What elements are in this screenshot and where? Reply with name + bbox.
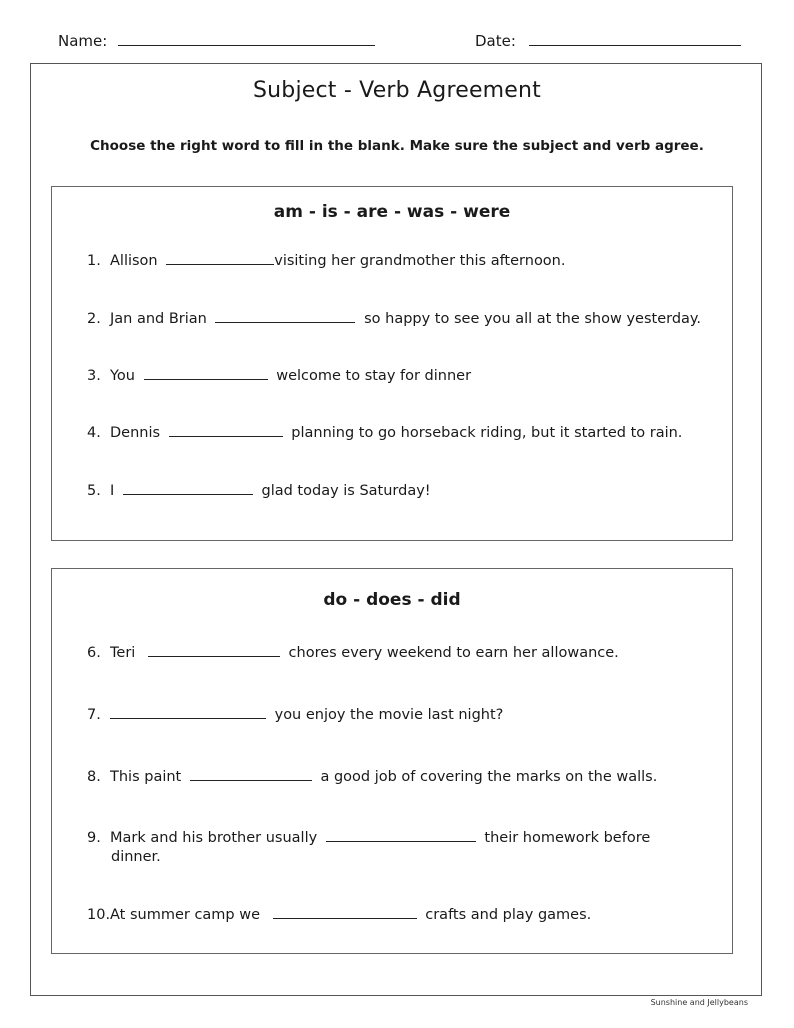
word-bank-1: am - is - are - was - were (273, 202, 511, 222)
question-number: 2. (87, 311, 101, 327)
question-text-after: chores every weekend to earn her allowance. (288, 645, 619, 661)
name-field (58, 31, 375, 50)
question-text-before: Allison (110, 253, 158, 269)
section-2 (51, 568, 733, 954)
answer-blank[interactable] (144, 365, 268, 380)
question-text-before: Teri (110, 645, 136, 661)
answer-blank[interactable] (326, 827, 476, 842)
question-text-after: planning to go horseback riding, but it started to rain. (291, 425, 683, 441)
answer-blank[interactable] (166, 250, 274, 265)
name-label: Name: (58, 32, 108, 50)
question-text-before: At summer camp we (110, 907, 261, 923)
question-text-after: so happy to see you all at the show yesterday. (364, 311, 702, 327)
question-6 (87, 642, 619, 663)
answer-blank[interactable] (215, 308, 355, 323)
question-10 (87, 904, 591, 925)
question-9-continuation: dinner. (111, 849, 161, 865)
date-field (475, 31, 741, 50)
question-text-after: glad today is Saturday! (261, 483, 431, 499)
question-3 (87, 365, 471, 386)
word-bank-2: do - does - did (323, 590, 461, 610)
question-text-after: visiting her grandmother this afternoon. (274, 253, 566, 269)
question-7 (87, 704, 503, 725)
question-text-after: a good job of covering the marks on the walls. (320, 769, 658, 785)
answer-blank[interactable] (148, 642, 280, 657)
question-8 (87, 766, 657, 787)
question-text-before: Mark and his brother usually (110, 830, 318, 846)
answer-blank[interactable] (110, 704, 266, 719)
worksheet-title: Subject - Verb Agreement (252, 78, 542, 103)
credit-text: Sunshine and Jellybeans (650, 998, 748, 1007)
question-text-before: This paint (110, 769, 182, 785)
question-text-after: welcome to stay for dinner (276, 368, 472, 384)
date-label: Date: (475, 32, 516, 50)
question-number: 10. (87, 907, 111, 923)
question-4 (87, 422, 682, 443)
answer-blank[interactable] (123, 480, 253, 495)
question-2 (87, 308, 701, 329)
name-blank[interactable] (118, 31, 375, 46)
question-number: 6. (87, 645, 101, 661)
instructions: Choose the right word to fill in the blank. Make sure the subject and verb agree. (90, 138, 704, 154)
question-number: 9. (87, 830, 101, 846)
question-9 (87, 827, 650, 848)
question-number: 7. (87, 707, 101, 723)
question-text-before: I (110, 483, 115, 499)
answer-blank[interactable] (169, 422, 283, 437)
question-text-after: crafts and play games. (425, 907, 592, 923)
question-text-after: you enjoy the movie last night? (274, 707, 504, 723)
answer-blank[interactable] (190, 766, 312, 781)
section-1 (51, 186, 733, 541)
answer-blank[interactable] (273, 904, 417, 919)
question-text-after: their homework before (484, 830, 651, 846)
question-number: 3. (87, 368, 101, 384)
date-blank[interactable] (529, 31, 741, 46)
question-text-before: Dennis (110, 425, 161, 441)
question-1 (87, 250, 565, 271)
question-number: 8. (87, 769, 101, 785)
question-text-before: Jan and Brian (110, 311, 207, 327)
question-5 (87, 480, 431, 501)
question-number: 5. (87, 483, 101, 499)
question-number: 4. (87, 425, 101, 441)
question-text-before: You (110, 368, 135, 384)
question-number: 1. (87, 253, 101, 269)
